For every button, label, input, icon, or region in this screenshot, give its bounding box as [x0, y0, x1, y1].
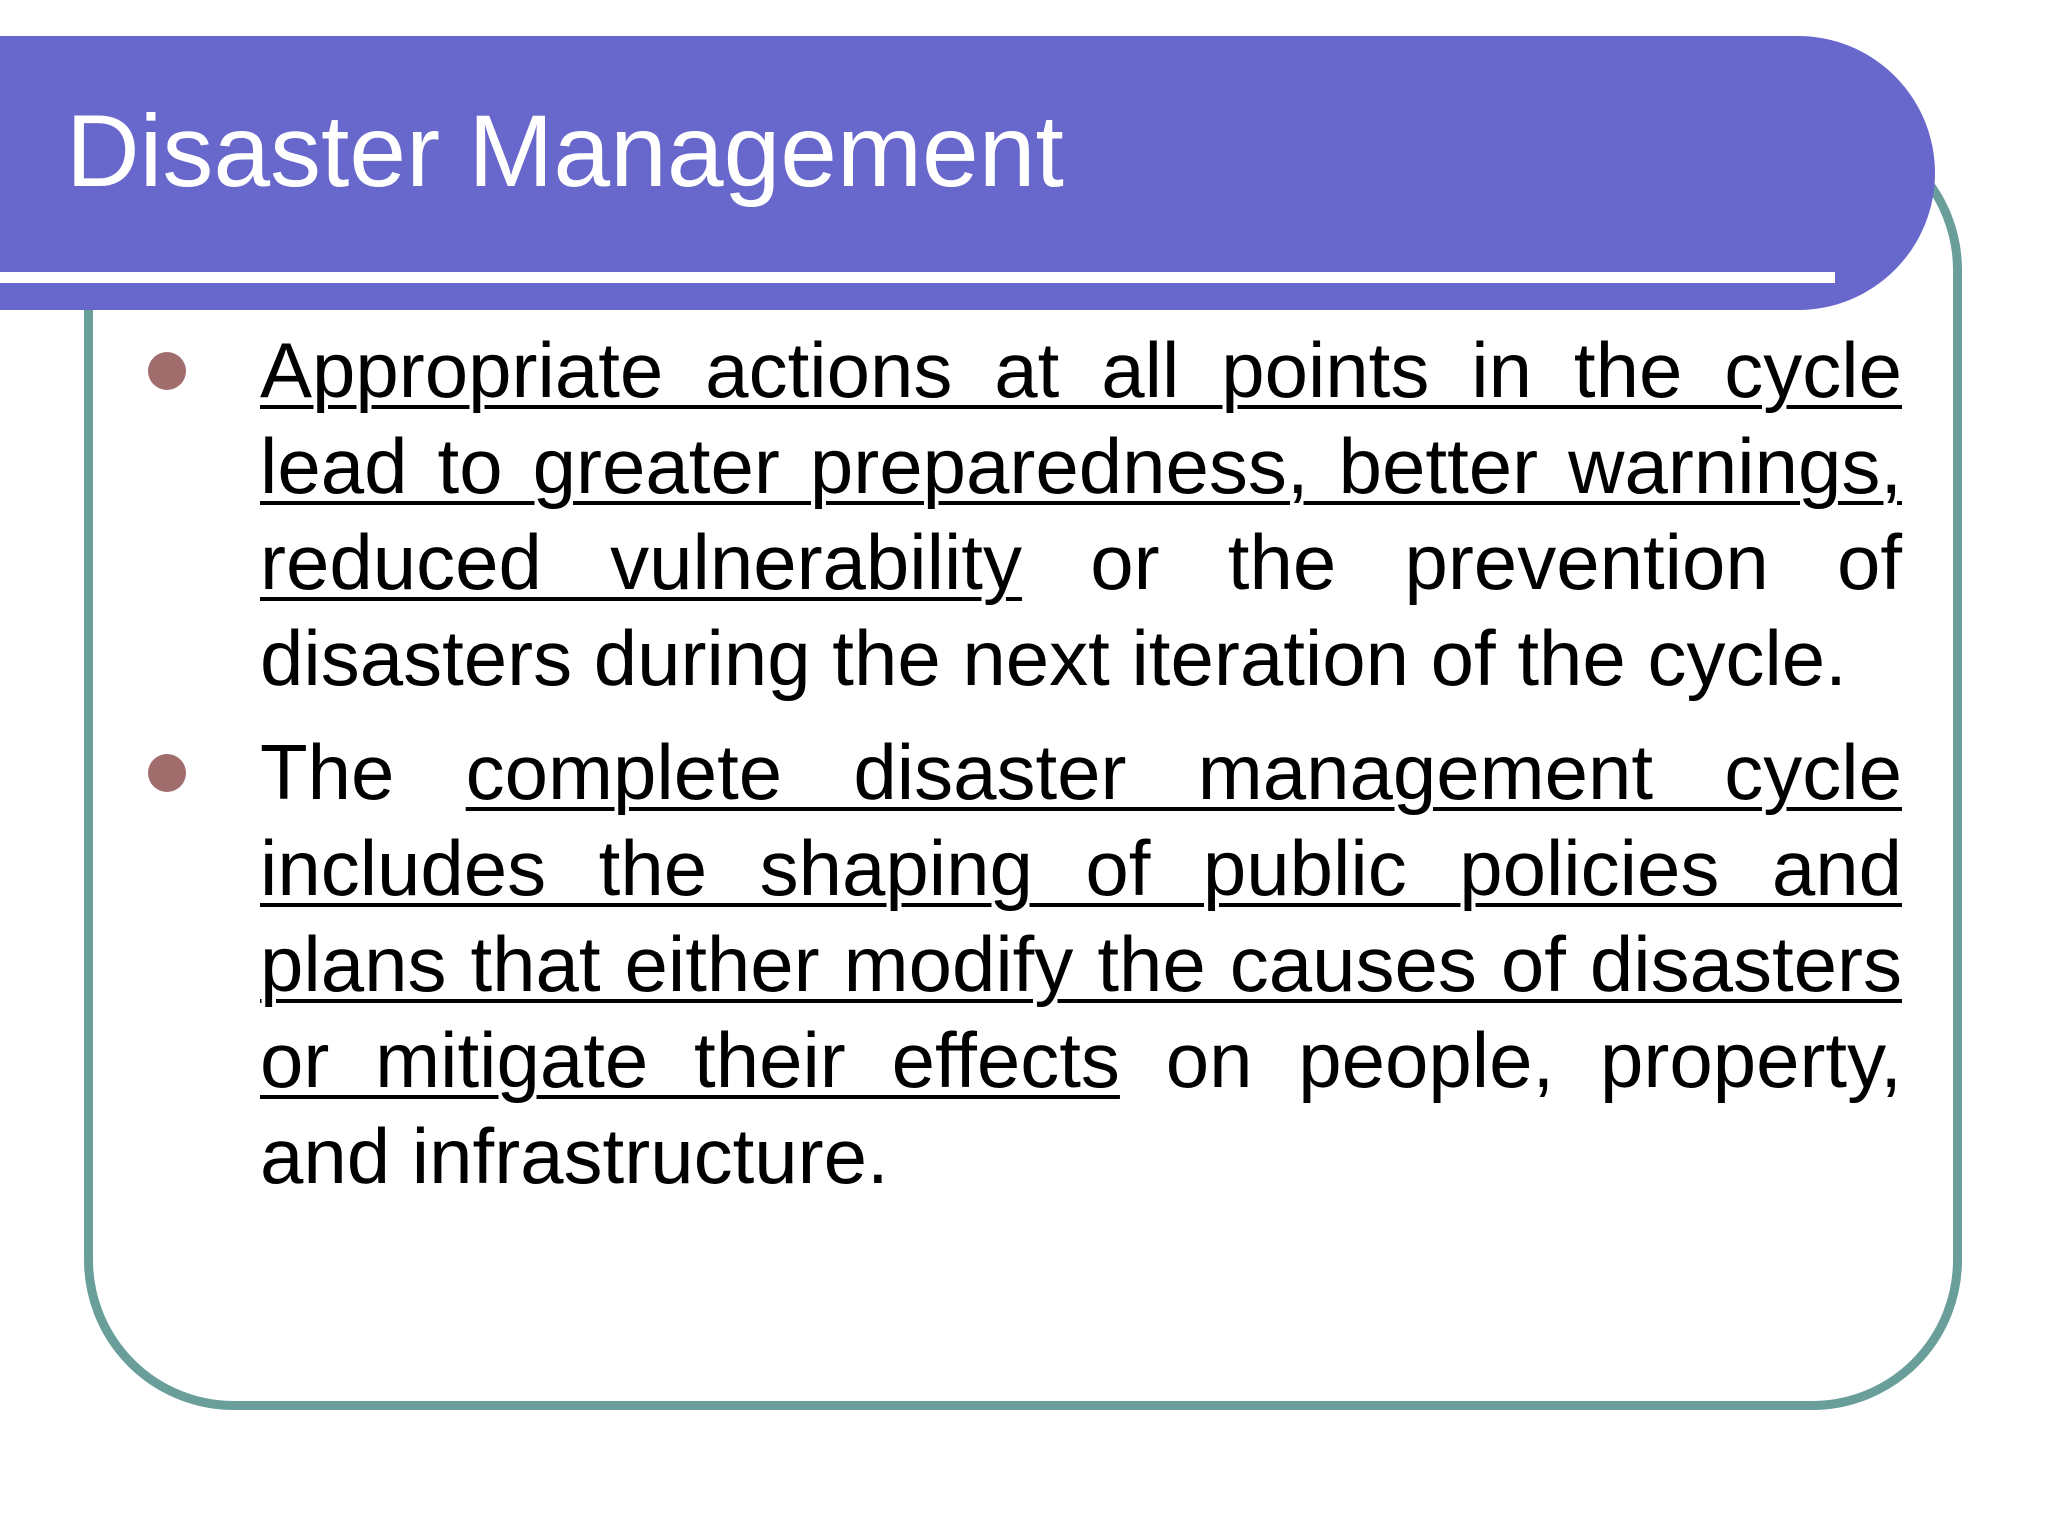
bullet-dot-icon: [148, 352, 186, 390]
bullet-text: or the prevention of disasters during the next iteration of the cycle.: [260, 518, 1902, 702]
bullet-text-underlined: complete disaster management cycle includes the shaping of public policies and plans that either modify the causes of disasters or mitigate their effects: [260, 728, 1902, 1104]
bullet-text: on people, property, and infrastructure.: [260, 1016, 1902, 1200]
bullet-list: [260, 322, 1902, 1222]
slide-title: Disaster Management: [66, 94, 1064, 208]
bullet-item-cycle-actions: [260, 322, 1902, 706]
bullet-item-complete-cycle: [260, 724, 1902, 1204]
bullet-dot-icon: [148, 754, 186, 792]
bullet-text-lead: The: [260, 728, 466, 816]
bullet-text-underlined: Appropriate actions at all points in the cycle lead to greater preparedness, better warnings, reduced vulnerability: [260, 326, 1902, 606]
title-divider: [0, 272, 1835, 283]
